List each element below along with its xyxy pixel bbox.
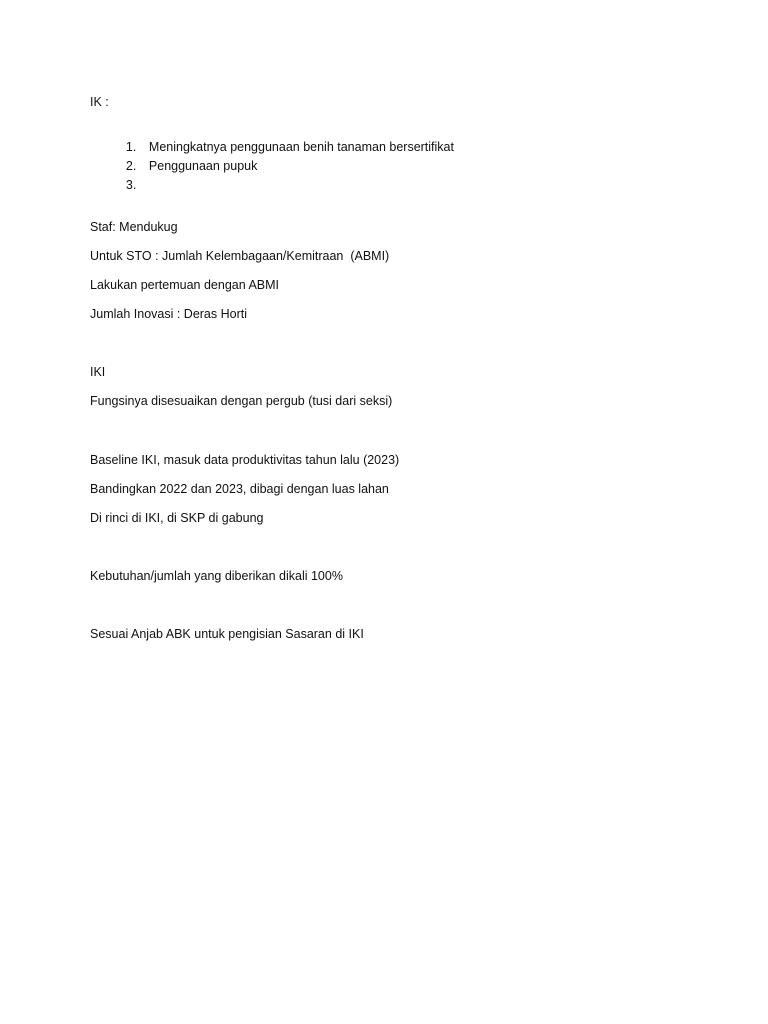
jumlah-inovasi-line: Jumlah Inovasi : Deras Horti (90, 307, 248, 321)
sesuai-line: Sesuai Anjab ABK untuk pengisian Sasaran di IKI (90, 627, 364, 641)
list-item (112, 161, 149, 209)
heading-ik: IK : (90, 95, 109, 109)
list-number: 2. (125, 159, 137, 173)
list-text: Meningkatnya penggunaan benih tanaman bersertifikat (148, 140, 454, 154)
heading-iki: IKI (90, 365, 106, 379)
lakukan-line: Lakukan pertemuan dengan ABMI (90, 278, 280, 292)
kebutuhan-line: Kebutuhan/jumlah yang diberikan dikali 100% (90, 569, 343, 583)
baseline-line: Baseline IKI, masuk data produktivitas tahun lalu (2023) (90, 453, 400, 467)
staf-line: Staf: Mendukug (90, 220, 178, 234)
fungsinya-line: Fungsinya disesuaikan dengan pergub (tusi dari seksi) (90, 394, 393, 408)
untuk-sto-line: Untuk STO : Jumlah Kelembagaan/Kemitraan (ABMI) (90, 249, 390, 263)
list-number: 1. (125, 140, 137, 154)
dirinci-line: Di rinci di IKI, di SKP di gabung (90, 511, 264, 525)
bandingkan-line: Bandingkan 2022 dan 2023, dibagi dengan luas lahan (90, 482, 389, 496)
list-number: 3. (125, 178, 137, 192)
list-text: Penggunaan pupuk (148, 159, 258, 173)
